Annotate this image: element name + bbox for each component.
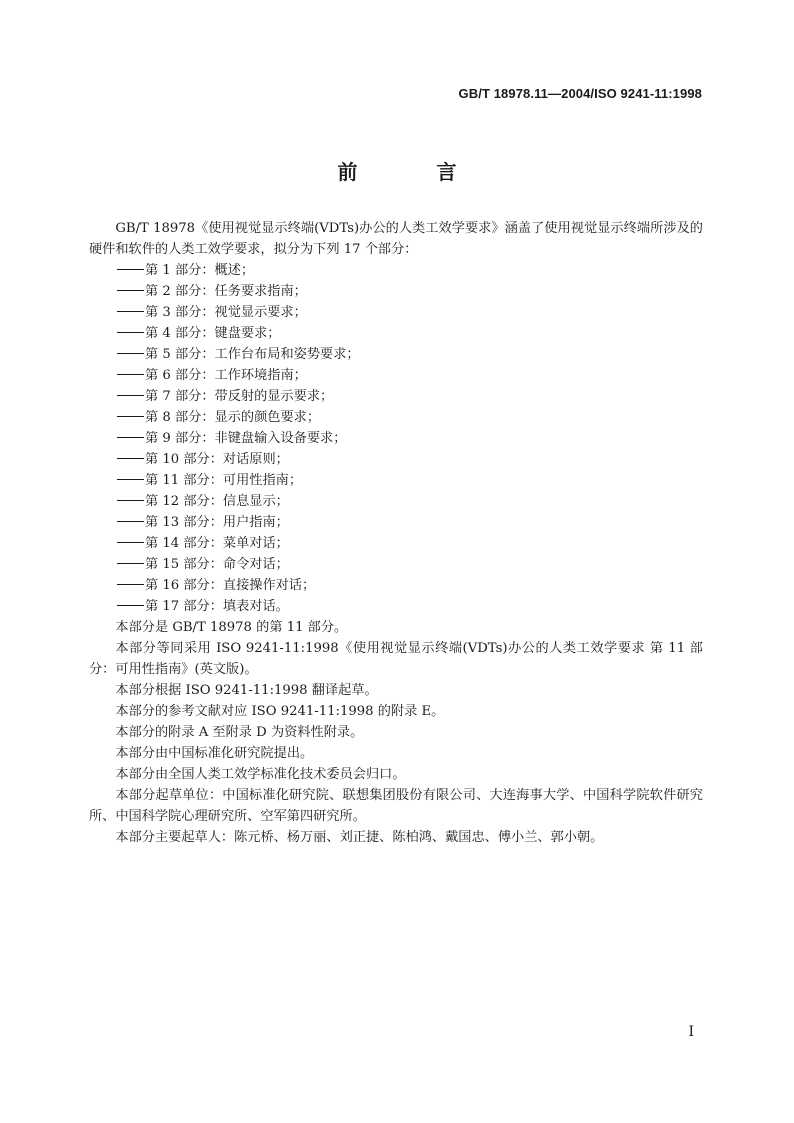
body-paragraph: 本部分由全国人类工效学标准化技术委员会归口。 xyxy=(115,767,406,782)
list-item xyxy=(89,575,703,596)
list-item xyxy=(89,386,703,407)
list-item xyxy=(89,491,703,512)
list-item xyxy=(89,407,703,428)
list-item xyxy=(89,323,703,344)
list-item-text: 第 10 部分：对话原则； xyxy=(145,452,289,467)
body-paragraph: 本部分是 GB/T 18978 的第 11 部分。 xyxy=(115,620,348,635)
list-item xyxy=(89,344,703,365)
list-item-text: 第 8 部分：显示的颜色要求； xyxy=(145,410,321,425)
list-item-text: 第 17 部分：填表对话。 xyxy=(145,599,289,614)
list-item-text: 第 7 部分：带反射的显示要求； xyxy=(145,389,334,404)
list-item-text: 第 15 部分：命令对话； xyxy=(145,557,289,572)
list-item xyxy=(89,281,703,302)
list-item-text: 第 16 部分：直接操作对话； xyxy=(145,578,316,593)
body-paragraph: 本部分起草单位：中国标准化研究院、联想集团股份有限公司、大连海事大学、中国科学院软件研究所、中国科学院心理研究所、空军第四研究所。 xyxy=(89,788,703,824)
parts-list xyxy=(89,260,703,617)
list-item-text: 第 1 部分：概述； xyxy=(145,263,255,278)
body-paragraph: 本部分根据 ISO 9241-11:1998 翻译起草。 xyxy=(115,683,378,698)
list-item-text: 第 3 部分：视觉显示要求； xyxy=(145,305,307,320)
intro-paragraph: GB/T 18978《使用视觉显示终端(VDTs)办公的人类工效学要求》涵盖了使用视觉显示终端所涉及的硬件和软件的人类工效学要求，拟分为下列 17 个部分： xyxy=(89,221,703,257)
list-item xyxy=(89,533,703,554)
list-item-text: 第 2 部分：任务要求指南； xyxy=(145,284,307,299)
list-item xyxy=(89,302,703,323)
body-paragraph: 本部分由中国标准化研究院提出。 xyxy=(115,746,314,761)
dash-mark xyxy=(117,353,144,354)
dash-mark xyxy=(117,311,144,312)
list-item-text: 第 13 部分：用户指南； xyxy=(145,515,289,530)
dash-mark xyxy=(117,584,144,585)
list-item xyxy=(89,428,703,449)
body-paragraph: 本部分等同采用 ISO 9241-11:1998《使用视觉显示终端(VDTs)办公的人类工效学要求 第 11 部分：可用性指南》(英文版)。 xyxy=(89,641,703,677)
dash-mark xyxy=(117,521,144,522)
foreword-body xyxy=(89,218,703,848)
list-item xyxy=(89,365,703,386)
dash-mark xyxy=(117,563,144,564)
dash-mark xyxy=(117,374,144,375)
dash-mark xyxy=(117,416,144,417)
list-item-text: 第 4 部分：键盘要求； xyxy=(145,326,281,341)
dash-mark xyxy=(117,542,144,543)
body-paragraph: 本部分主要起草人：陈元桥、杨万丽、刘正捷、陈柏鸿、戴国忠、傅小兰、郭小朝。 xyxy=(115,830,604,845)
list-item xyxy=(89,512,703,533)
dash-mark xyxy=(117,479,144,480)
dash-mark xyxy=(117,290,144,291)
dash-mark xyxy=(117,269,144,270)
list-item-text: 第 5 部分：工作台布局和姿势要求； xyxy=(145,347,360,362)
list-item xyxy=(89,260,703,281)
list-item-text: 第 11 部分：可用性指南； xyxy=(145,473,303,488)
dash-mark xyxy=(117,395,144,396)
dash-mark xyxy=(117,332,144,333)
standard-code-header: GB/T 18978.11—2004/ISO 9241-11:1998 xyxy=(458,86,702,101)
body-paragraph: 本部分的参考文献对应 ISO 9241-11:1998 的附录 E。 xyxy=(115,704,445,719)
dash-mark xyxy=(117,458,144,459)
dash-mark xyxy=(117,437,144,438)
dash-mark xyxy=(117,605,144,606)
list-item xyxy=(89,470,703,491)
body-paragraph: 本部分的附录 A 至附录 D 为资料性附录。 xyxy=(115,725,364,740)
list-item xyxy=(89,596,703,617)
list-item xyxy=(89,554,703,575)
list-item-text: 第 14 部分：菜单对话； xyxy=(145,536,289,551)
list-item-text: 第 12 部分：信息显示； xyxy=(145,494,289,509)
page-title: 前 言 xyxy=(337,160,493,184)
list-item-text: 第 6 部分：工作环境指南； xyxy=(145,368,307,383)
list-item-text: 第 9 部分：非键盘输入设备要求； xyxy=(145,431,347,446)
list-item xyxy=(89,449,703,470)
dash-mark xyxy=(117,500,144,501)
page-number: I xyxy=(688,1024,694,1040)
